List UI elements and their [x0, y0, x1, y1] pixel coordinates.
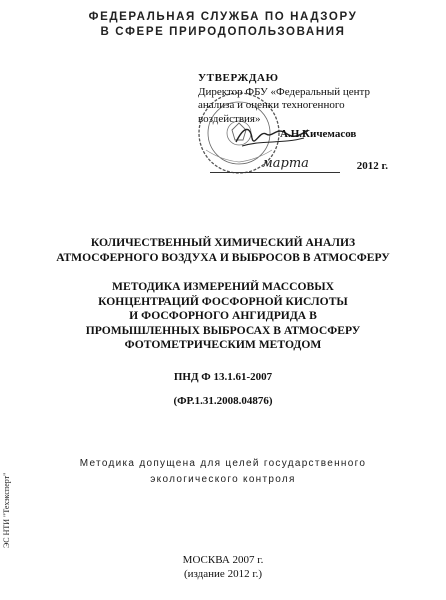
- method-title: [0, 280, 446, 353]
- agency-line-2: В СФЕРЕ ПРИРОДОПОЛЬЗОВАНИЯ: [100, 26, 346, 38]
- pnd-code: ПНД Ф 13.1.61-2007: [173, 371, 273, 383]
- method-line-1: МЕТОДИКА ИЗМЕРЕНИЙ МАССОВЫХ: [112, 280, 334, 293]
- permit-note: [0, 456, 446, 488]
- method-line-5: ФОТОМЕТРИЧЕСКИМ МЕТОДОМ: [124, 338, 322, 351]
- signatory-name: А.Н.Кичемасов: [280, 128, 357, 140]
- title-line-1: КОЛИЧЕСТВЕННЫЙ ХИМИЧЕСКИЙ АНАЛИЗ: [90, 236, 356, 249]
- approval-heading: УТВЕРЖДАЮ: [198, 72, 279, 84]
- method-line-2: КОНЦЕНТРАЦИЙ ФОСФОРНОЙ КИСЛОТЫ: [98, 294, 348, 308]
- city-year: МОСКВА 2007 г.: [182, 554, 264, 566]
- approval-line-2: анализа и оценки техногенного: [198, 99, 345, 111]
- handwritten-date-month: марта: [262, 156, 309, 171]
- side-watermark-note: ЭС НТИ "Техэксперт": [2, 472, 11, 548]
- document-title-section: [0, 236, 446, 265]
- fr-code: (ФР.1.31.2008.04876): [173, 395, 273, 407]
- approval-line-1: Директор ФБУ «Федеральный центр: [198, 85, 370, 98]
- method-line-3: И ФОСФОРНОГО АНГИДРИДА В: [129, 309, 317, 322]
- permit-line-1: Методика допущена для целей государственного: [79, 458, 367, 469]
- permit-line-2: экологического контроля: [150, 474, 296, 485]
- approval-date: 2012 г.: [356, 160, 388, 172]
- publication-footer: [0, 553, 446, 581]
- edition-year: (издание 2012 г.): [183, 568, 262, 580]
- approval-block: [198, 72, 438, 126]
- agency-line-1: ФЕДЕРАЛЬНАЯ СЛУЖБА ПО НАДЗОРУ: [88, 11, 358, 23]
- approval-line-3: воздействия»: [198, 112, 261, 125]
- title-line-2: АТМОСФЕРНОГО ВОЗДУХА И ВЫБРОСОВ В АТМОСФЕРУ: [56, 250, 390, 264]
- agency-header: [0, 10, 446, 40]
- method-line-4: ПРОМЫШЛЕННЫХ ВЫБРОСАХ В АТМОСФЕРУ: [85, 323, 361, 337]
